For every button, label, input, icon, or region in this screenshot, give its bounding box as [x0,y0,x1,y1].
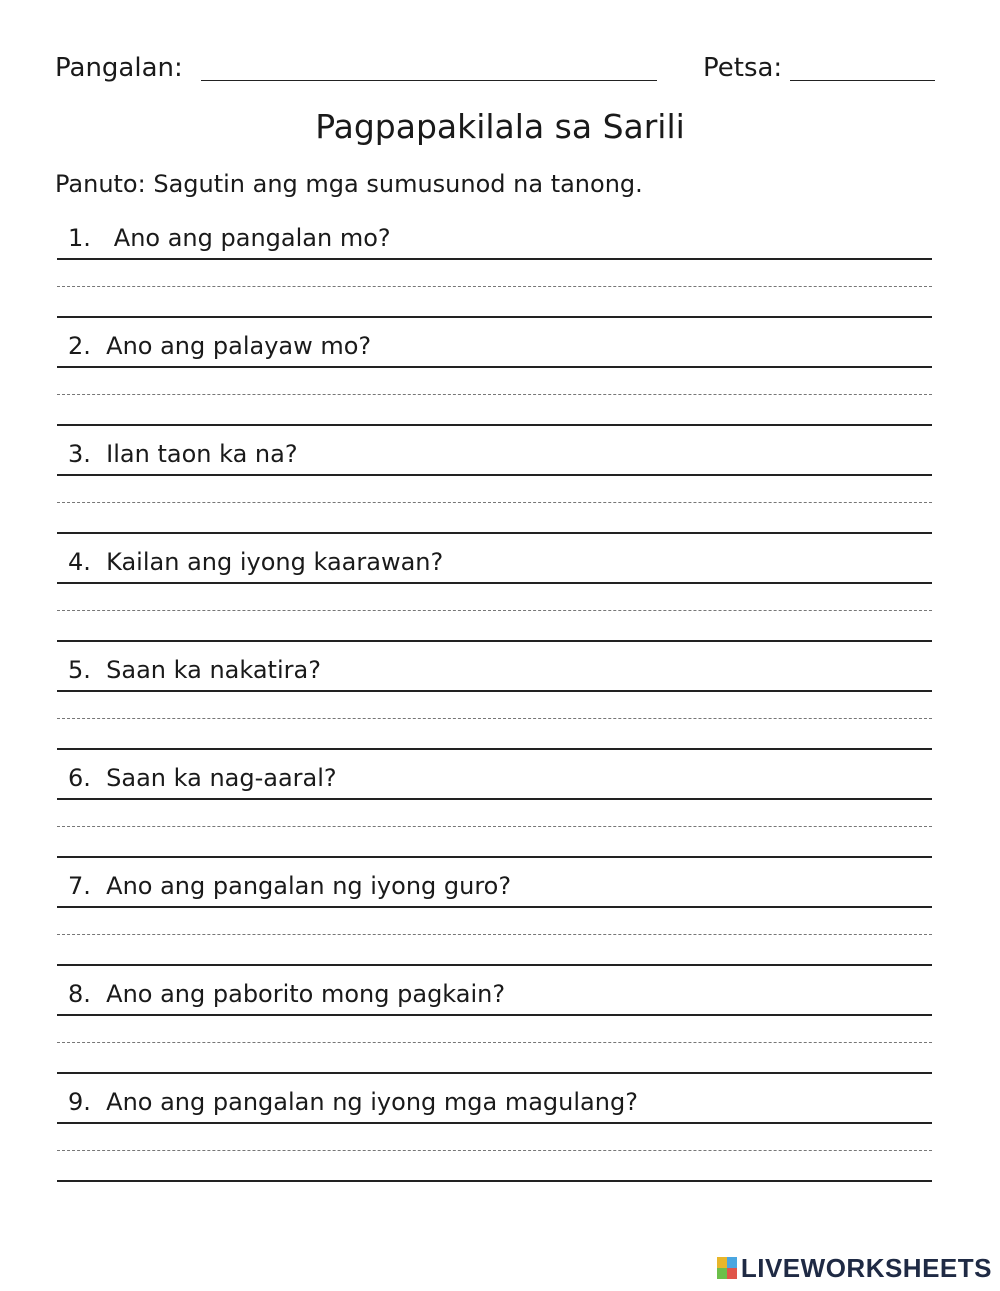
answer-line-bottom [57,964,932,966]
answer-line-dashed[interactable] [57,286,932,287]
brand-text: LIVEWORKSHEETS [740,1252,992,1283]
answer-line-bottom [57,748,932,750]
answer-line-dashed[interactable] [57,934,932,935]
question-text: 6. Saan ka nag-aaral? [68,764,337,792]
answer-line-dashed[interactable] [57,826,932,827]
logo-square-icon [727,1257,737,1268]
answer-line-bottom [57,1072,932,1074]
question-item [0,436,1000,544]
question-item [0,328,1000,436]
date-blank-line[interactable] [790,80,935,81]
answer-line-top [57,798,932,800]
question-text: 7. Ano ang pangalan ng iyong guro? [68,872,512,900]
answer-line-top [57,906,932,908]
answer-line-bottom [57,640,932,642]
answer-line-bottom [57,1180,932,1182]
answer-line-top [57,1122,932,1124]
answer-line-top [57,258,932,260]
answer-line-bottom [57,424,932,426]
question-list [0,220,1000,1192]
liveworksheets-brand[interactable] [717,1253,992,1283]
question-item [0,220,1000,328]
answer-line-bottom [57,316,932,318]
liveworksheets-logo-icon [717,1257,737,1279]
name-blank-line[interactable] [201,80,657,81]
question-text: 1. Ano ang pangalan mo? [68,224,391,252]
answer-line-dashed[interactable] [57,394,932,395]
question-item [0,544,1000,652]
question-text: 2. Ano ang palayaw mo? [68,332,372,360]
answer-line-top [57,1014,932,1016]
date-label: Petsa: [703,53,783,83]
answer-line-dashed[interactable] [57,1042,932,1043]
answer-line-dashed[interactable] [57,718,932,719]
question-item [0,868,1000,976]
question-text: 3. Ilan taon ka na? [68,440,298,468]
question-item [0,652,1000,760]
question-item [0,976,1000,1084]
answer-line-bottom [57,532,932,534]
answer-line-dashed[interactable] [57,502,932,503]
answer-line-top [57,474,932,476]
instructions: Panuto: Sagutin ang mga sumusunod na tanong. [55,170,643,198]
logo-square-icon [717,1268,727,1279]
logo-square-icon [717,1257,727,1268]
answer-line-top [57,366,932,368]
question-text: 4. Kailan ang iyong kaarawan? [68,548,444,576]
question-item [0,760,1000,868]
header-row [55,52,935,88]
question-text: 5. Saan ka nakatira? [68,656,321,684]
question-item [0,1084,1000,1192]
name-label: Pangalan: [55,53,183,83]
answer-line-dashed[interactable] [57,1150,932,1151]
answer-line-top [57,582,932,584]
answer-line-dashed[interactable] [57,610,932,611]
logo-square-icon [727,1268,737,1279]
answer-line-bottom [57,856,932,858]
answer-line-top [57,690,932,692]
question-text: 9. Ano ang pangalan ng iyong mga magulang? [68,1088,638,1116]
question-text: 8. Ano ang paborito mong pagkain? [68,980,506,1008]
page-title: Pagpapakilala sa Sarili [315,107,685,146]
